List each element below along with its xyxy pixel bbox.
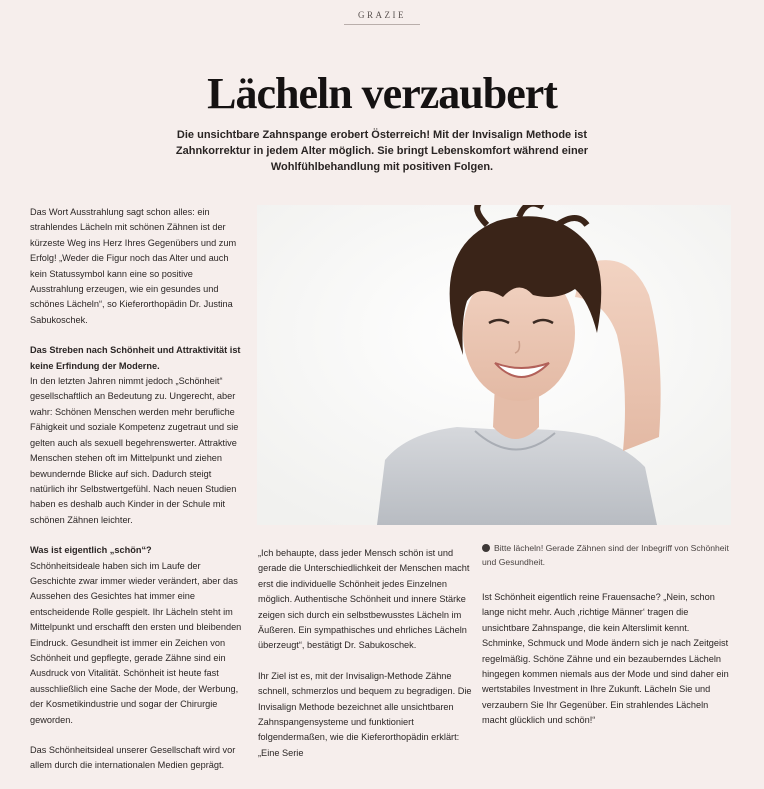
text-column-1	[30, 205, 244, 789]
paragraph: „Ich behaupte, dass jeder Mensch schön ist und gerade die Unterschiedlichkeit der Menschen macht erst die individuelle Schönheit jedes Einzelnen möglich. Authentische Schönheit und innere Stärke zeigen sich durch ein selbstbewusstes Lächeln im Äußeren. Ein sympathisches und ehrliches Lächeln überzeugt“, bestätigt Dr. Sabukoschek.	[258, 548, 470, 651]
caption-bullet-icon	[482, 544, 490, 552]
article-headline: Lächeln verzaubert	[207, 69, 557, 118]
paragraph-text: In den letzten Jahren nimmt jedoch „Schönheit“ gesellschaftlich an Bedeutung zu. Ungerecht, aber wahr: Schönen Menschen werden mehr berufliche Fähigkeit und soziale Kompetenz zugetraut und sie gelten auch als sexuell begehrenswerter. Attraktive Menschen stehen oft im Mittelpunkt und ziehen bewundernde Blicke auf sich. Dadurch steigt natürlich ihr Selbstwertgefühl. Nach neuen Studien haben es deshalb auch Kinder in der Schule mit schönen Zähnen leichter.	[30, 376, 239, 525]
paragraph: Das Wort Ausstrahlung sagt schon alles: ein strahlendes Lächeln mit schönen Zähnen ist der kürzeste Weg ins Herz Ihres Gegenübers und zum Erfolg! „Weder die Figur noch das Alter und auch kein Statussymbol kann eine so positive Ausstrahlung erzeugen, wie ein gesundes und schönes Lächeln“, so Kieferorthopädin Dr. Justina Sabukoschek.	[30, 207, 237, 325]
subheading: Was ist eigentlich „schön“?	[30, 545, 152, 556]
paragraph: Das Schönheitsideal unserer Gesellschaft wird vor allem durch die internationalen Medien geprägt.	[30, 745, 236, 771]
paragraph: Ist Schönheit eigentlich reine Frauensache? „Nein, schon lange nicht mehr. Auch ‚richtige Männer‘ tragen die unsichtbare Zahnspange, die kein Alterslimit kennt. Schminke, Schmuck und Mode ändern sich je nach Zeitgeist regelmäßig. Schöne Zähne und ein bezauberndes Lächeln hingegen kommen niemals aus der Mode und sind daher ein wertstabiles Investment in Ihre Zukunft. Lächeln Sie und verzaubern Sie Ihr Gegenüber. Ein strahlendes Lächeln macht glücklich und schön!“	[482, 592, 729, 726]
smiling-woman-illustration	[257, 205, 731, 525]
photo-caption	[482, 541, 734, 569]
text-column-2	[258, 546, 472, 776]
text-column-3	[482, 590, 732, 744]
caption-text: Bitte lächeln! Gerade Zähnen sind der Inbegriff von Schönheit und Gesundheit.	[482, 543, 729, 567]
article-lead: Die unsichtbare Zahnspange erobert Österreich! Mit der Invisalign Methode ist Zahnkorrektur in jedem Alter möglich. Sie bringt Lebenskomfort während einer Wohlfühlbehandlung mit positiven Folgen.	[175, 129, 589, 173]
paragraph-with-subheading	[30, 343, 244, 528]
paragraph: Ihr Ziel ist es, mit der Invisalign-Methode Zähne schnell, schmerzlos und bequem zu begradigen. Die Invisalign Methode bezeichnet alle unsichtbaren Zahnspangensysteme und funktioniert folgendermaßen, wie die Kieferorthopädin erklärt: „Eine Serie	[258, 670, 472, 758]
magazine-masthead: GRAZIE	[358, 10, 406, 20]
paragraph-text: Schönheitsideale haben sich im Laufe der Geschichte zwar immer wieder verändert, aber das Aussehen des Gesichtes hat immer eine entscheidende Rolle gespielt. Ihr Lächeln steht im Mittelpunkt und erschafft den ersten und bleibenden Eindruck. Gesundheit ist immer ein Zeichen von Schönheit und gepflegte, gerade Zähne sind ein Ausdruck von Vitalität. Schönheit ist heute fast ausschließlich eine Sache der Mode, der Werbung, der Kosmetikindustrie und sogar der Chirurgie geworden.	[30, 560, 242, 725]
article-photo	[257, 205, 731, 525]
masthead-divider	[344, 24, 420, 25]
subheading: Das Streben nach Schönheit und Attraktivität ist keine Erfindung der Moderne.	[30, 345, 241, 371]
paragraph-with-subheading	[30, 543, 244, 728]
